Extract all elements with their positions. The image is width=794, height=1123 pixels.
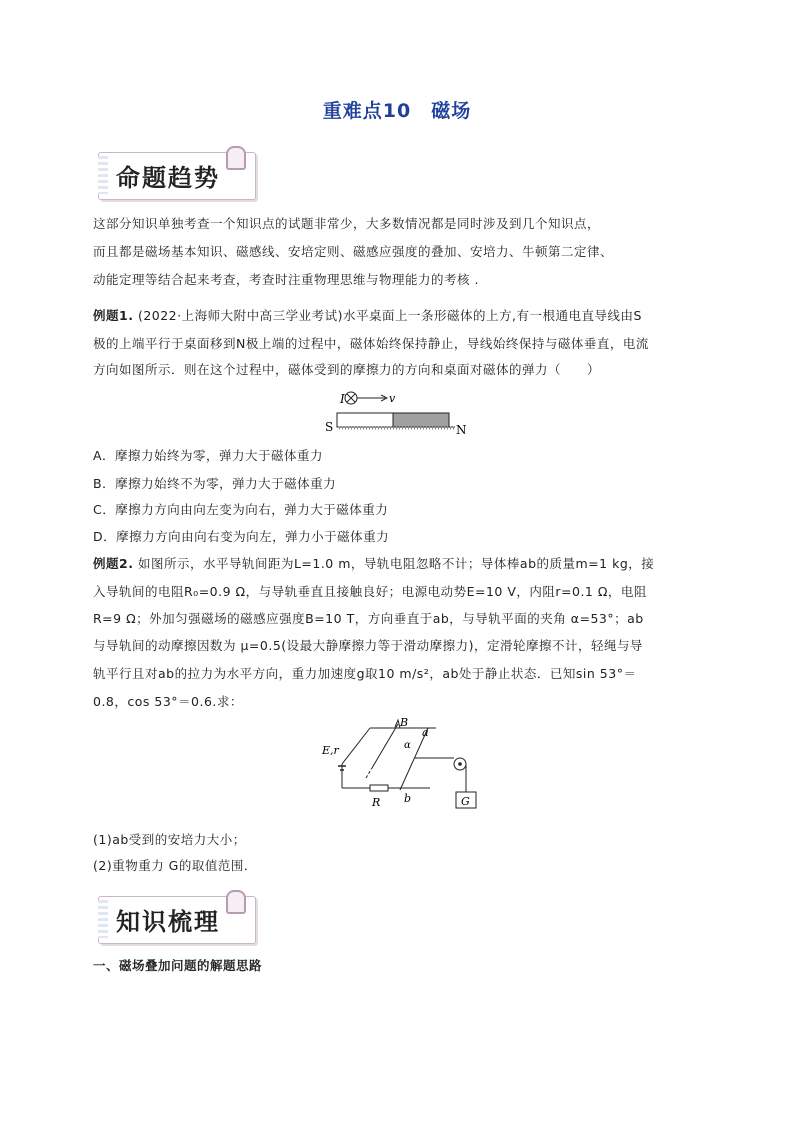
- resistor-icon: [370, 785, 388, 791]
- tag-band: [98, 156, 108, 194]
- section-label-knowledge: 知识梳理: [116, 907, 220, 936]
- example1-option-b: B．摩擦力始终不为零，弹力大于磁体重力: [93, 476, 337, 491]
- rail-circuit-figure: [318, 716, 488, 820]
- intro-line-1: 这部分知识单独考查一个知识点的试题非常少，大多数情况都是同时涉及到几个知识点，: [93, 216, 601, 231]
- example1-line-1: [93, 306, 642, 324]
- example2-question-1: (1)ab受到的安培力大小；: [93, 832, 246, 847]
- intro-line-3: 动能定理等结合起来考查，考查时注重物理思维与物理能力的考核 .: [93, 272, 479, 287]
- magnet-south-half: [337, 413, 393, 427]
- example2-line-4: 与导轨间的动摩擦因数为 μ=0.5(设最大静摩擦力等于滑动摩擦力)，定滑轮摩擦不计，轻绳与导: [93, 638, 644, 653]
- south-pole-label: S: [325, 420, 334, 434]
- section-tag-knowledge: [94, 890, 262, 948]
- paperclip-icon: [226, 890, 246, 914]
- section-label-trend: 命题趋势: [116, 163, 220, 192]
- example1-line-2: 极的上端平行于桌面移到N极上端的过程中，磁体始终保持静止，导线始终保持与磁体垂直，电流: [93, 336, 649, 351]
- example1-text-1: (2022·上海师大附中高三学业考试)水平桌面上一条形磁体的上方,有一根通电直导线由S: [137, 308, 642, 323]
- example2-line-5: 轨平行且对ab的拉力为水平方向，重力加速度g取10 m/s²，ab处于静止状态．已知sin 53°＝: [93, 666, 637, 681]
- section-tag-trend: [94, 146, 262, 204]
- emf-label: E,r: [322, 744, 339, 757]
- magnet-north-half: [393, 413, 449, 427]
- example1-option-c: C．摩擦力方向由向左变为向右，弹力大于磁体重力: [93, 502, 389, 517]
- example2-line-3: R=9 Ω；外加匀强磁场的磁感应强度B=10 T，方向垂直于ab，与导轨平面的夹角 α=53°；ab: [93, 611, 644, 626]
- example2-line-1: [93, 554, 654, 572]
- rod-a-label: a: [422, 726, 429, 739]
- tag-band: [98, 900, 108, 938]
- example2-text-1: 如图所示，水平导轨间距为L=1.0 m，导轨电阻忽略不计；导体棒ab的质量m=1 kg，接: [137, 556, 655, 571]
- weight-label: G: [461, 795, 470, 808]
- example2-line-2: 入导轨间的电阻R₀=0.9 Ω，与导轨垂直且接触良好；电源电动势E=10 V，内阻r=0.1 Ω，电阻: [93, 584, 647, 599]
- knowledge-heading: 一、磁场叠加问题的解题思路: [93, 958, 263, 973]
- example2-label: 例题2.: [93, 556, 134, 571]
- example1-option-a: A．摩擦力始终为零，弹力大于磁体重力: [93, 448, 324, 463]
- example1-option-d: D．摩擦力方向由向右变为向左，弹力小于磁体重力: [93, 529, 390, 544]
- example2-line-6: 0.8，cos 53°＝0.6.求：: [93, 694, 243, 709]
- intro-line-2: 而且都是磁场基本知识、磁感线、安培定则、磁感应强度的叠加、安培力、牛顿第二定律、: [93, 244, 614, 259]
- rod-b-label: b: [404, 792, 412, 805]
- resistor-label: R: [372, 796, 381, 809]
- magnet-figure: [325, 384, 475, 440]
- page-title: 重难点10 磁场: [322, 100, 472, 122]
- example1-label: 例题1.: [93, 308, 134, 323]
- paperclip-icon: [226, 146, 246, 170]
- field-line-b: [372, 724, 398, 768]
- example1-line-3: 方向如图所示．则在这个过程中，磁体受到的摩擦力的方向和桌面对磁体的弹力（ ）: [93, 362, 601, 377]
- north-pole-label: N: [456, 423, 467, 437]
- example2-question-2: (2)重物重力 G的取值范围．: [93, 858, 257, 873]
- figure1-velocity-label: v: [389, 392, 396, 405]
- angle-alpha-label: α: [404, 740, 411, 751]
- figure1-current-label: I: [340, 392, 345, 406]
- field-b-label: B: [400, 716, 409, 729]
